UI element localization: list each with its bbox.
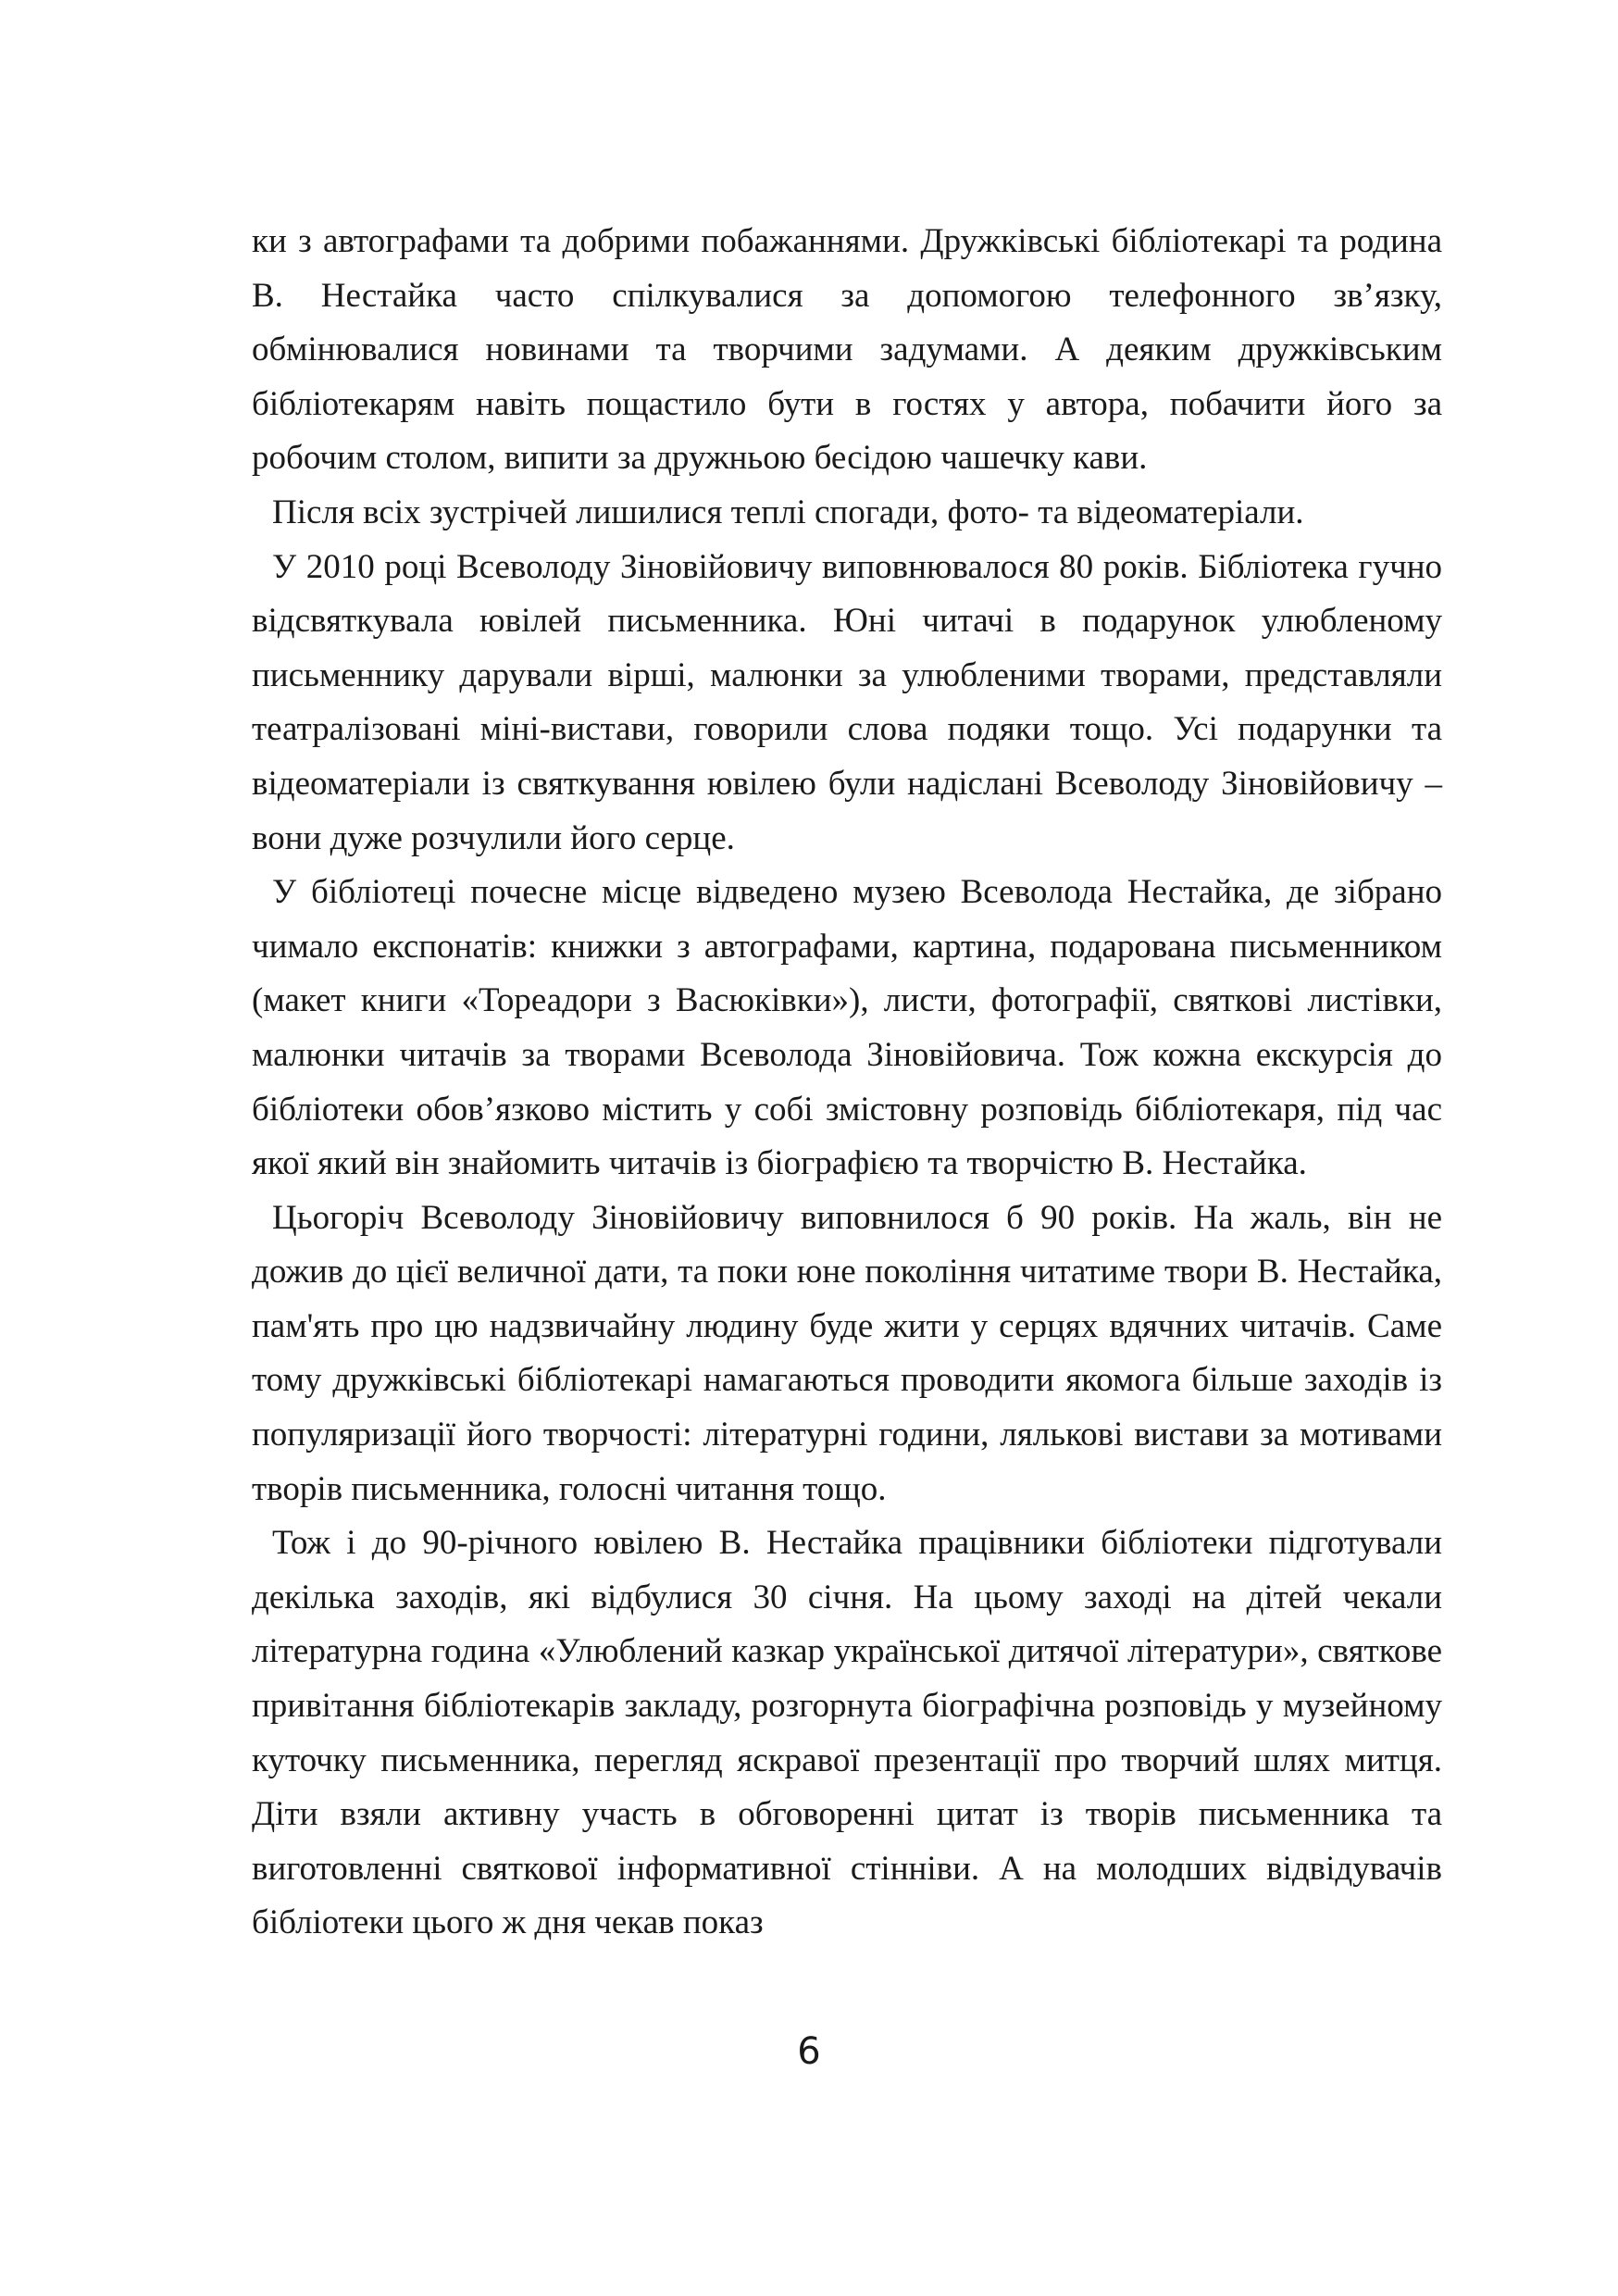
paragraph: У бібліотеці почесне місце відведено музею Всеволода Нестайка, де зібрано чимало експонатів: книжки з автографами, картина, подарована письменником (макет книги «Тореадори з Васюківки»), листи, фотографії, святкові листівки, малюнки читачів за творами Всеволода Зіновійовича. Тож кожна екскурсія до бібліотеки обов’язково містить у собі змістовну розповідь бібліотекаря, під час якої який він знайомить читачів із біографією та творчістю В. Нестайка. — [252, 873, 1442, 1183]
paragraph: Цьогоріч Всеволоду Зіновійовичу виповнилося б 90 років. На жаль, він не дожив до цієї величної дати, та поки юне покоління читатиме твори В. Нестайка, пам'ять про цю надзвичайну людину буде жити у серцях вдячних читачів. Саме тому дружківські бібліотекарі намагаються проводити якомога більше заходів із популяризації його творчості: літературні години, лялькові вистави за мотивами творів письменника, голосні читання тощо. — [252, 1198, 1442, 1508]
paragraph: ки з автографами та добрими побажаннями. Дружківські бібліотекарі та родина В. Нестайка часто спілкувалися за допомогою телефонного зв’язку, обмінювалися новинами та творчими задумами. А деяким дружківським бібліотекарям навіть пощастило бути в гостях у автора, побачити його за робочим столом, випити за дружньою бесідою чашечку кави. — [252, 222, 1442, 478]
document-body — [252, 215, 1442, 1951]
paragraph: Тож і до 90-річного ювілею В. Нестайка працівники бібліотеки підготували декілька заходів, які відбулися 30 січня. На цьому заході на дітей чекали літературна година «Улюблений казкар української дитячої літератури», святкове привітання бібліотекарів закладу, розгорнута біографічна розповідь у музейному куточку письменника, перегляд яскравої презентації про творчий шлях митця. Діти взяли активну участь в обговоренні цитат із творів письменника та виготовленні святкової інформативної стінніви. А на молодших відвідувачів бібліотеки цього ж дня чекав показ — [252, 1524, 1442, 1942]
page-number: 6 — [797, 2030, 821, 2073]
paragraph: У 2010 році Всеволоду Зіновійовичу виповнювалося 80 років. Бібліотека гучно відсвяткувала ювілей письменника. Юні читачі в подарунок улюбленому письменнику дарували вірші, малюнки за улюбленими творами, представляли театралізовані міні-вистави, говорили слова подяки тощо. Усі подарунки та відеоматеріали із святкування ювілею були надіслані Всеволоду Зіновійовичу – вони дуже розчулили його серце. — [252, 547, 1442, 857]
paragraph: Після всіх зустрічей лишилися теплі спогади, фото- та відеоматеріали. — [272, 493, 1304, 531]
